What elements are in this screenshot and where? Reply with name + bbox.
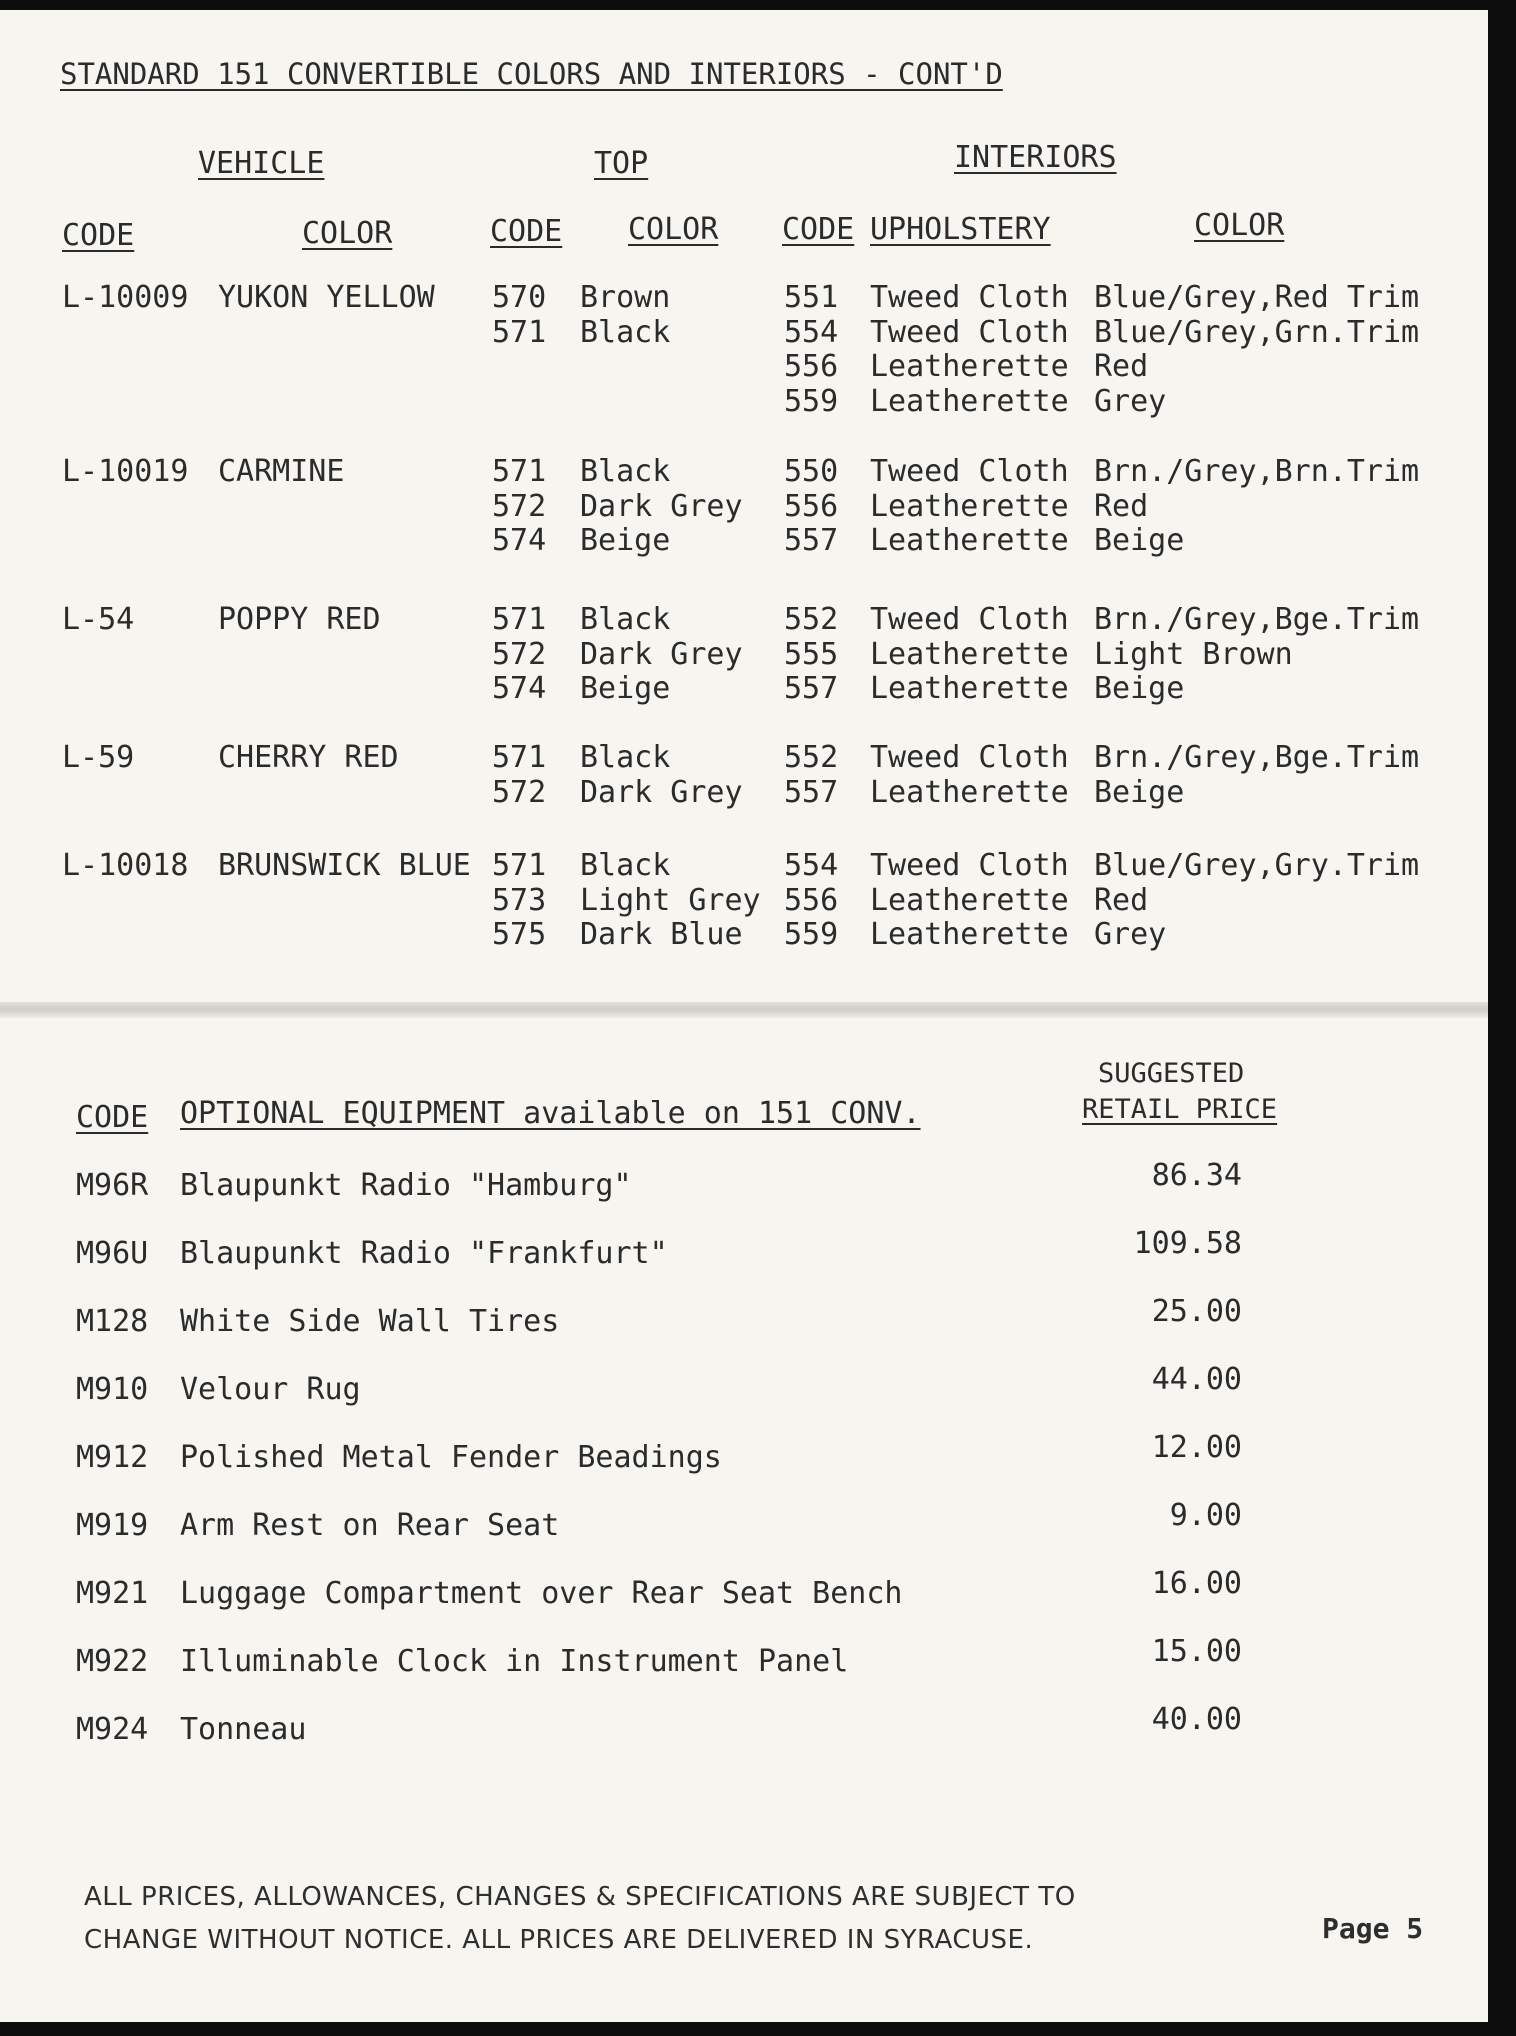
- top-color: Dark Blue: [580, 917, 743, 952]
- interior-color: Red: [1094, 349, 1149, 384]
- vehicle-code: L-10009: [62, 280, 189, 315]
- interior-code: 555: [784, 636, 839, 672]
- vehicle-code: L-10019: [62, 454, 189, 489]
- page-fold: [0, 1002, 1488, 1018]
- vehicle-color: BRUNSWICK BLUE: [218, 848, 471, 883]
- interior-code: 551: [784, 280, 839, 315]
- option-description: Blaupunkt Radio "Hamburg": [180, 1168, 632, 1203]
- upholstery-type: Leatherette: [870, 917, 1069, 952]
- top-color: Black: [580, 454, 671, 489]
- interior-color-header: COLOR: [1194, 208, 1285, 243]
- option-description: White Side Wall Tires: [180, 1304, 560, 1339]
- top-code: 571: [492, 848, 547, 883]
- top-color: Black: [580, 848, 671, 883]
- price-notice-line1: ALL PRICES, ALLOWANCES, CHANGES & SPECIFICATIONS ARE SUBJECT TO: [84, 1882, 1076, 1912]
- option-description: Tonneau: [180, 1712, 307, 1747]
- optional-code-header: CODE: [76, 1100, 149, 1135]
- vehicle-code: L-10018: [62, 848, 189, 883]
- vehicle-color: CARMINE: [218, 454, 345, 489]
- interior-color: Grey: [1094, 383, 1167, 419]
- interior-code: 554: [784, 848, 839, 883]
- top-code: 571: [492, 454, 547, 489]
- upholstery-type: Tweed Cloth: [870, 314, 1069, 350]
- option-price: 40.00: [1151, 1702, 1242, 1737]
- option-code: M924: [76, 1712, 149, 1747]
- top-code: 570: [492, 280, 547, 315]
- interior-color: Light Brown: [1094, 636, 1293, 672]
- option-description: Blaupunkt Radio "Frankfurt": [180, 1236, 668, 1271]
- top-code: 574: [492, 671, 547, 706]
- option-price: 12.00: [1151, 1430, 1242, 1465]
- price-header-line2: RETAIL PRICE: [1082, 1094, 1278, 1125]
- option-description: Polished Metal Fender Beadings: [180, 1440, 722, 1475]
- upholstery-type: Leatherette: [870, 349, 1069, 384]
- vehicle-code-header: CODE: [62, 218, 135, 253]
- vehicle-code: L-59: [62, 740, 135, 775]
- interior-code: 557: [784, 523, 839, 558]
- upholstery-type: Leatherette: [870, 671, 1069, 706]
- upholstery-type: Tweed Cloth: [870, 602, 1069, 637]
- interior-code: 559: [784, 917, 839, 952]
- interior-color: Beige: [1094, 774, 1185, 810]
- vehicle-color: POPPY RED: [218, 602, 381, 637]
- top-color: Light Grey: [580, 882, 761, 918]
- price-notice: [84, 1876, 1076, 1962]
- interior-color: Blue/Grey,Red Trim: [1094, 280, 1420, 315]
- interior-code: 552: [784, 602, 839, 637]
- interior-code: 557: [784, 774, 839, 810]
- interior-color: Blue/Grey,Grn.Trim: [1094, 314, 1420, 350]
- top-color: Black: [580, 314, 671, 350]
- upholstery-type: Tweed Cloth: [870, 848, 1069, 883]
- vehicle-color: YUKON YELLOW: [218, 280, 435, 315]
- interior-code: 556: [784, 488, 839, 524]
- top-color: Dark Grey: [580, 488, 743, 524]
- top-color: Beige: [580, 523, 671, 558]
- interior-color: Red: [1094, 488, 1149, 524]
- top-code: 572: [492, 488, 547, 524]
- interior-code: 556: [784, 349, 839, 384]
- interior-color: Blue/Grey,Gry.Trim: [1094, 848, 1420, 883]
- top-code: 572: [492, 774, 547, 810]
- option-price: 109.58: [1133, 1226, 1242, 1261]
- optional-equipment-header: OPTIONAL EQUIPMENT available on 151 CONV.: [180, 1096, 921, 1131]
- page-title: STANDARD 151 CONVERTIBLE COLORS AND INTERIORS - CONT'D: [60, 57, 1003, 91]
- option-code: M128: [76, 1304, 149, 1339]
- upholstery-type: Leatherette: [870, 383, 1069, 419]
- upholstery-header: UPHOLSTERY: [870, 212, 1051, 247]
- top-code: 574: [492, 523, 547, 558]
- top-color: Dark Grey: [580, 636, 743, 672]
- option-price: 16.00: [1151, 1566, 1242, 1601]
- top-color: Beige: [580, 671, 671, 706]
- top-color: Black: [580, 740, 671, 775]
- interior-color: Brn./Grey,Brn.Trim: [1094, 454, 1420, 489]
- interior-code: 552: [784, 740, 839, 775]
- top-color-header: COLOR: [628, 212, 719, 247]
- interior-code: 559: [784, 383, 839, 419]
- option-description: Velour Rug: [180, 1372, 361, 1407]
- option-price: 25.00: [1151, 1294, 1242, 1329]
- option-description: Illuminable Clock in Instrument Panel: [180, 1644, 849, 1679]
- interior-code: 557: [784, 671, 839, 706]
- upholstery-type: Leatherette: [870, 882, 1069, 918]
- top-code: 571: [492, 314, 547, 350]
- upholstery-type: Leatherette: [870, 774, 1069, 810]
- interior-color: Beige: [1094, 523, 1185, 558]
- vehicle-code: L-54: [62, 602, 135, 637]
- interior-code: 550: [784, 454, 839, 489]
- top-code: 573: [492, 882, 547, 918]
- top-color: Dark Grey: [580, 774, 743, 810]
- interior-code-header: CODE: [782, 212, 855, 247]
- price-notice-line2: CHANGE WITHOUT NOTICE. ALL PRICES ARE DELIVERED IN SYRACUSE.: [84, 1925, 1034, 1955]
- upholstery-type: Tweed Cloth: [870, 280, 1069, 315]
- top-code: 572: [492, 636, 547, 672]
- top-code: 575: [492, 917, 547, 952]
- option-code: M910: [76, 1372, 149, 1407]
- option-code: M921: [76, 1576, 149, 1611]
- price-header-line1: SUGGESTED: [1098, 1058, 1245, 1089]
- option-code: M96R: [76, 1168, 149, 1203]
- interior-code: 556: [784, 882, 839, 918]
- interior-color: Brn./Grey,Bge.Trim: [1094, 740, 1420, 775]
- top-code-header: CODE: [490, 214, 563, 249]
- top-color: Brown: [580, 280, 671, 315]
- option-code: M912: [76, 1440, 149, 1475]
- vehicle-color-header: COLOR: [302, 216, 393, 251]
- upholstery-type: Tweed Cloth: [870, 454, 1069, 489]
- top-code: 571: [492, 740, 547, 775]
- top-code: 571: [492, 602, 547, 637]
- page-number: Page 5: [1322, 1912, 1424, 1945]
- option-price: 86.34: [1151, 1158, 1242, 1193]
- interior-color: Beige: [1094, 671, 1185, 706]
- option-code: M922: [76, 1644, 149, 1679]
- option-price: 15.00: [1151, 1634, 1242, 1669]
- option-description: Luggage Compartment over Rear Seat Bench: [180, 1576, 903, 1611]
- option-description: Arm Rest on Rear Seat: [180, 1508, 560, 1543]
- vehicle-color: CHERRY RED: [218, 740, 399, 775]
- top-group-header: TOP: [594, 146, 649, 181]
- option-price: 44.00: [1151, 1362, 1242, 1397]
- interior-color: Grey: [1094, 917, 1167, 952]
- upholstery-type: Tweed Cloth: [870, 740, 1069, 775]
- interior-code: 554: [784, 314, 839, 350]
- top-color: Black: [580, 602, 671, 637]
- option-code: M919: [76, 1508, 149, 1543]
- interiors-group-header: INTERIORS: [954, 140, 1117, 175]
- vehicle-group-header: VEHICLE: [198, 146, 325, 181]
- upholstery-type: Leatherette: [870, 523, 1069, 558]
- upholstery-type: Leatherette: [870, 636, 1069, 672]
- option-code: M96U: [76, 1236, 149, 1271]
- option-price: 9.00: [1169, 1498, 1242, 1533]
- upholstery-type: Leatherette: [870, 488, 1069, 524]
- interior-color: Red: [1094, 882, 1149, 918]
- interior-color: Brn./Grey,Bge.Trim: [1094, 602, 1420, 637]
